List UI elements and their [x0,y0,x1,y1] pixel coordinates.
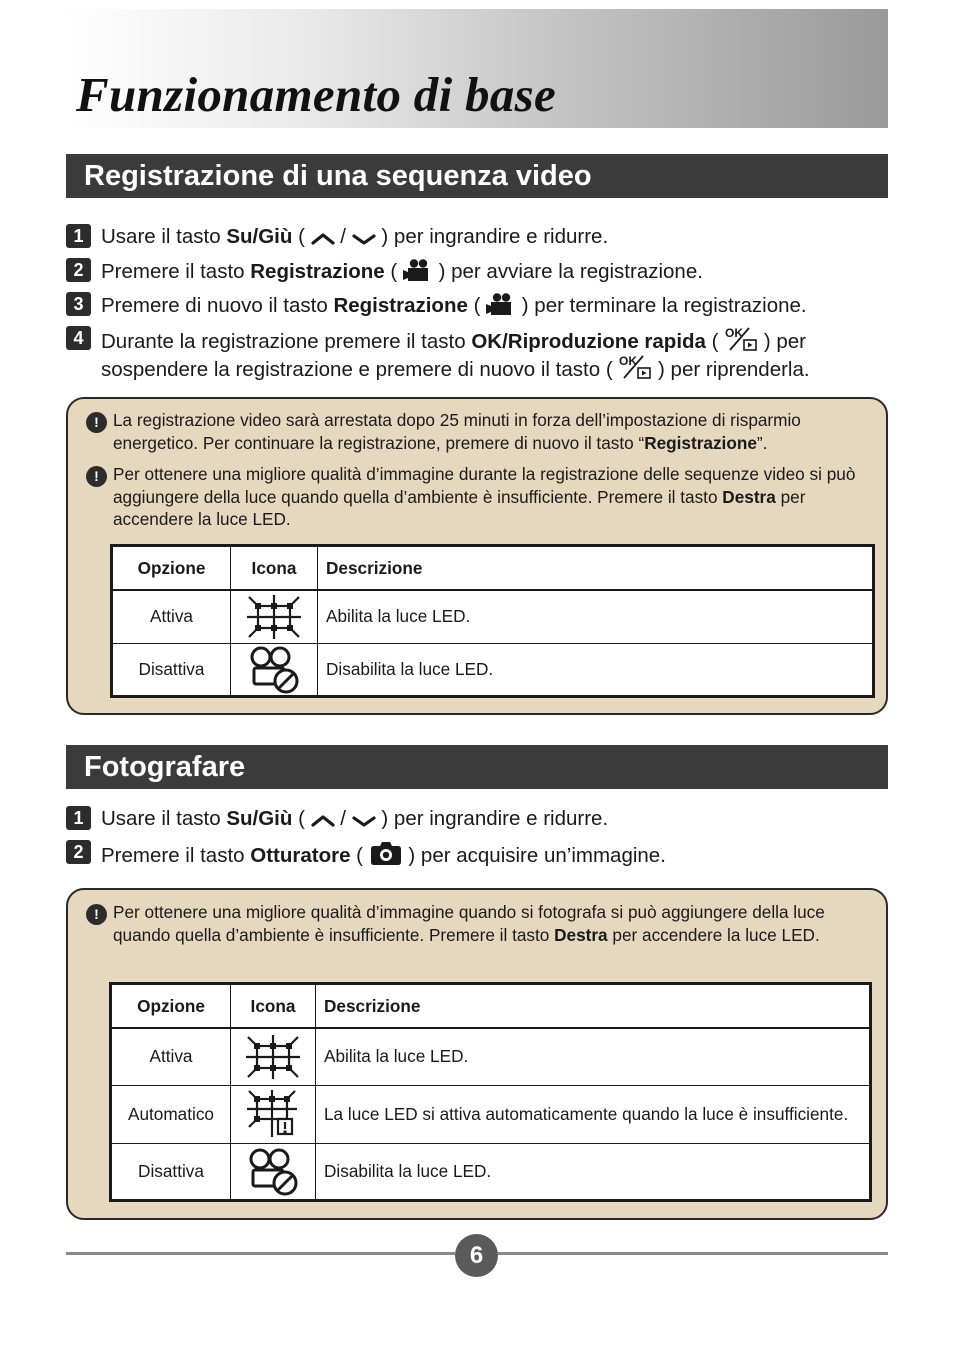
column-header: Icona [231,546,318,591]
up-arrow-icon [311,813,335,829]
video-note-box: ! La registrazione video sarà arrestata dopo 25 minuti in forza dell’impostazione di risparmio energetico. Per continuare la registrazione, premere di nuovo il tasto “Registrazione”. ! Per ottenere una migliore qualità d’immagine durante la registrazione delle sequenze video si può aggiungere della luce quando quella d’ambiente è insufficiente. Premere il tasto Destra per accendere la luce LED. Opzione Icona Descrizione Attiva Abilita la luce LED. Disattiva Disabilita la luce LED. [66,397,888,715]
icon-cell [231,1143,316,1200]
down-arrow-icon [352,231,376,247]
description-cell: Abilita la luce LED. [318,590,874,643]
option-cell: Attiva [112,590,231,643]
ok-play-icon [618,354,652,380]
icon-cell [231,1028,316,1085]
icon-cell [231,590,318,643]
step-number: 3 [66,292,91,316]
led-off-icon [243,1146,303,1196]
camera-shutter-icon [369,840,403,866]
page-number: 6 [455,1234,498,1277]
table-header-row [111,984,871,1029]
description-cell: Disabilita la luce LED. [316,1143,871,1200]
warning-icon: ! [86,412,107,433]
option-cell: Automatico [111,1085,231,1143]
photo-led-table [109,982,872,1202]
footer-divider-left [66,1252,455,1255]
video-record-icon [486,292,516,316]
step-number: 1 [66,224,91,248]
led-on-icon [244,594,304,640]
description-cell: Disabilita la luce LED. [318,643,874,696]
svg-text:OK: OK [619,354,638,368]
warning-icon: ! [86,904,107,925]
column-header: Descrizione [316,984,871,1029]
footer-divider-right [498,1252,888,1255]
icon-cell [231,1085,316,1143]
page-title: Funzionamento di base [76,67,557,122]
option-cell: Disattiva [112,643,231,696]
description-cell: Abilita la luce LED. [316,1028,871,1085]
step-number: 2 [66,840,91,864]
led-off-icon [244,644,304,694]
step-number: 1 [66,806,91,830]
column-header: Opzione [111,984,231,1029]
up-arrow-icon [311,231,335,247]
step-number: 4 [66,326,91,350]
icon-cell [231,643,318,696]
table-row [111,1085,871,1143]
table-header-row [112,546,874,591]
section-heading-video: Registrazione di una sequenza video [66,154,888,198]
option-cell: Disattiva [111,1143,231,1200]
photo-note-box: ! Per ottenere una migliore qualità d’immagine quando si fotografa si può aggiungere della luce quando quella d’ambiente è insufficiente. Premere il tasto Destra per accendere la luce LED. Opzione Icona Descrizione Attiva Abilita la luce LED. Automatico La luce LED si attiva automaticamente quando la luce è insufficiente. Disattiva Disabilita la luce LED. [66,888,888,1220]
column-header: Descrizione [318,546,874,591]
led-on-icon [243,1034,303,1080]
ok-play-icon [724,326,758,352]
option-cell: Attiva [111,1028,231,1085]
led-auto-icon [245,1089,301,1139]
description-cell: La luce LED si attiva automaticamente quando la luce è insufficiente. [316,1085,871,1143]
video-record-icon [403,258,433,282]
table-row [111,1143,871,1200]
svg-text:OK: OK [725,326,744,340]
table-row [112,643,874,696]
step-number: 2 [66,258,91,282]
section-heading-photo: Fotografare [66,745,888,789]
column-header: Opzione [112,546,231,591]
warning-icon: ! [86,466,107,487]
table-row [111,1028,871,1085]
column-header: Icona [231,984,316,1029]
down-arrow-icon [352,813,376,829]
table-row [112,590,874,643]
video-led-table [110,544,875,698]
